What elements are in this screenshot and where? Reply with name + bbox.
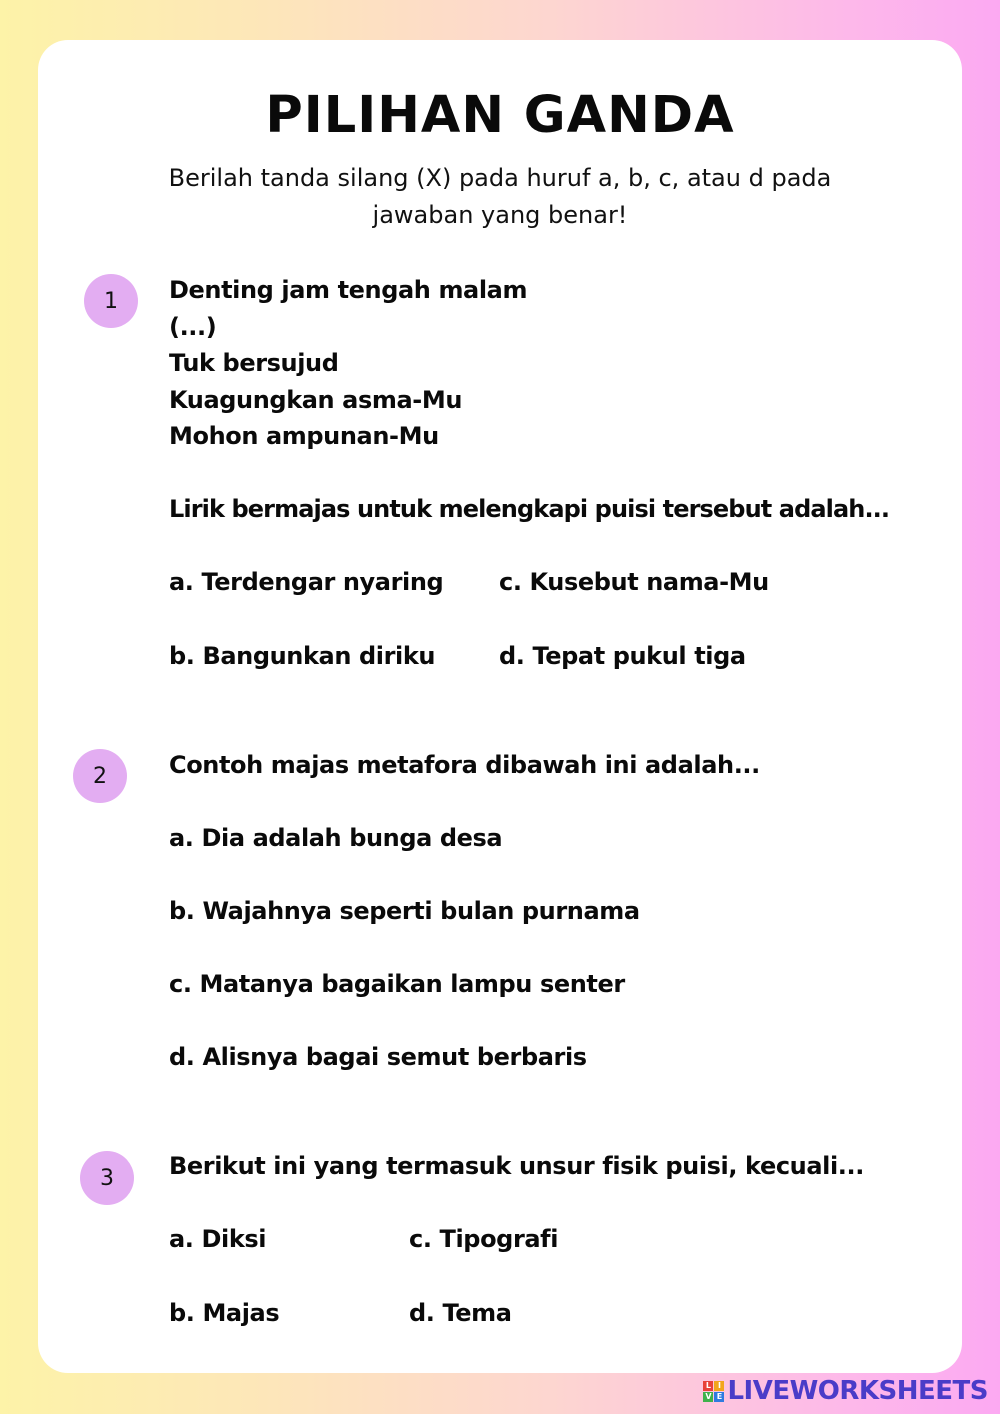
q3-option-d[interactable]: d. Tema [409, 1299, 512, 1327]
question-3-number: 3 [80, 1151, 134, 1205]
q1-poem-line-4: Kuagungkan asma-Mu [169, 386, 462, 414]
q2-prompt: Contoh majas metafora dibawah ini adalah... [169, 751, 760, 779]
logo-letter-i: I [714, 1381, 724, 1391]
question-1-number: 1 [84, 274, 138, 328]
q2-option-d[interactable]: d. Alisnya bagai semut berbaris [169, 1043, 587, 1071]
q1-prompt: Lirik bermajas untuk melengkapi puisi tersebut adalah... [169, 495, 890, 523]
instruction-line-1: Berilah tanda silang (X) pada huruf a, b, c, atau d pada [168, 164, 832, 192]
q3-prompt: Berikut ini yang termasuk unsur fisik puisi, kecuali... [169, 1152, 864, 1180]
q1-poem-line-3: Tuk bersujud [169, 349, 339, 377]
q3-option-a[interactable]: a. Diksi [169, 1225, 267, 1253]
q2-option-c[interactable]: c. Matanya bagaikan lampu senter [169, 970, 625, 998]
q1-poem-line-1: Denting jam tengah malam [169, 276, 528, 304]
logo-text: LIVEWORKSHEETS [727, 1376, 988, 1406]
logo-letter-l: L [703, 1381, 713, 1391]
instruction-line-2: jawaban yang benar! [372, 201, 628, 229]
q2-option-b[interactable]: b. Wajahnya seperti bulan purnama [169, 897, 640, 925]
question-2-number: 2 [73, 749, 127, 803]
q1-option-a[interactable]: a. Terdengar nyaring [169, 568, 444, 596]
q3-option-b[interactable]: b. Majas [169, 1299, 280, 1327]
instruction-text [100, 160, 900, 234]
q1-option-c[interactable]: c. Kusebut nama-Mu [499, 568, 769, 596]
q1-option-b[interactable]: b. Bangunkan diriku [169, 642, 436, 670]
logo-grid-icon [703, 1381, 724, 1402]
q1-poem-line-2: (...) [169, 313, 217, 341]
logo-letter-v: V [705, 1391, 712, 1401]
q1-option-d[interactable]: d. Tepat pukul tiga [499, 642, 746, 670]
page-title: PILIHAN GANDA [265, 86, 735, 145]
q1-poem-line-5: Mohon ampunan-Mu [169, 422, 439, 450]
liveworksheets-logo[interactable] [703, 1376, 988, 1406]
logo-letter-e: E [714, 1392, 724, 1402]
q2-option-a[interactable]: a. Dia adalah bunga desa [169, 824, 503, 852]
q3-option-c[interactable]: c. Tipografi [409, 1225, 559, 1253]
